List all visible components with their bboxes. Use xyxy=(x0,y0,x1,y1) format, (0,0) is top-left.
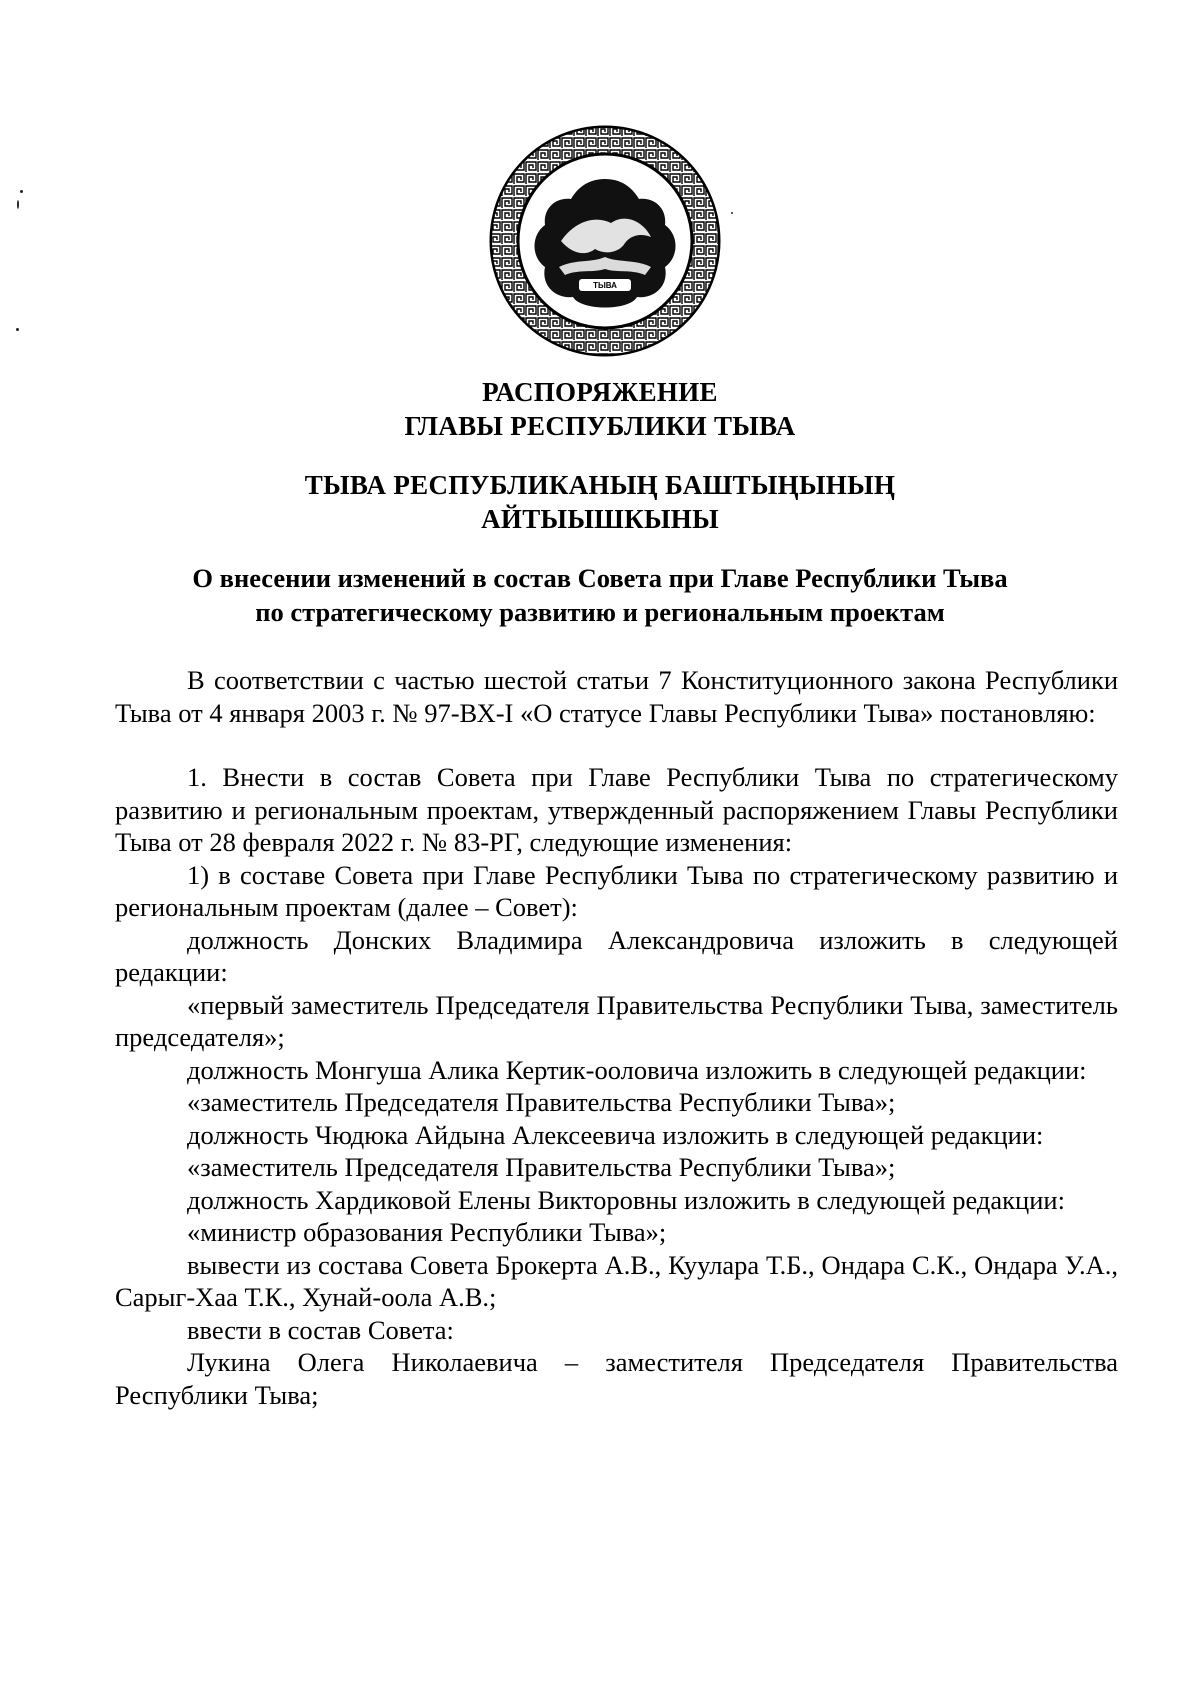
paragraph: «первый заместитель Председателя Правительства Республики Тыва, заместитель председателя»; xyxy=(115,989,1118,1052)
paragraph: ввести в состав Совета: xyxy=(187,1314,454,1345)
document-body xyxy=(115,664,1118,1411)
tuva-emblem-icon xyxy=(489,125,721,357)
paragraph: должность Чюдюка Айдына Алексеевича изложить в следующей редакции: xyxy=(187,1119,1044,1150)
scan-speck xyxy=(20,190,23,193)
paragraph: вывести из состава Совета Брокерта А.В., Куулара Т.Б., Ондара С.К., Ондара У.А., Сарыг-Хаа Т.К., Хунай-оола А.В.; xyxy=(115,1249,1118,1312)
paragraph: должность Монгуша Алика Кертик-ооловича изложить в следующей редакции: xyxy=(187,1054,1087,1085)
paragraph-subitem-1: 1) в составе Совета при Главе Республики Тыва по стратегическому развитию и региональным проектам (далее – Совет): xyxy=(115,859,1118,922)
scan-speck xyxy=(17,200,19,209)
subject-line: по стратегическому развитию и региональным проектам xyxy=(255,597,945,627)
scan-speck xyxy=(16,328,19,331)
paragraph: «министр образования Республики Тыва»; xyxy=(187,1217,667,1247)
title-line: АЙТЫЫШКЫНЫ xyxy=(481,504,719,534)
paragraph: Лукина Олега Николаевича – заместителя Председателя Правительства Республики Тыва; xyxy=(115,1347,1118,1410)
subject-line: О внесении изменений в состав Совета при Главе Республики Тыва xyxy=(192,563,1008,593)
scan-speck xyxy=(731,212,733,214)
paragraph-item-1: 1. Внести в состав Совета при Главе Республики Тыва по стратегическому развитию и региональным проектам, утвержденный распоряжением Главы Республики Тыва от 28 февраля 2022 г. № 83-РГ, следующие изменения: xyxy=(115,762,1118,857)
emblem-label: ТЫВА xyxy=(593,281,617,290)
document-title xyxy=(0,375,1200,443)
document-title-tuvan xyxy=(0,468,1200,536)
document-subject xyxy=(0,561,1200,629)
title-line: РАСПОРЯЖЕНИЕ xyxy=(482,377,718,407)
paragraph: должность Хардиковой Елены Викторовны изложить в следующей редакции: xyxy=(187,1184,1065,1215)
title-line: ГЛАВЫ РЕСПУБЛИКИ ТЫВА xyxy=(404,411,796,441)
title-line: ТЫВА РЕСПУБЛИКАНЫҢ БАШТЫҢЫНЫҢ xyxy=(304,470,896,500)
paragraph: «заместитель Председателя Правительства Республики Тыва»; xyxy=(187,1087,896,1117)
paragraph: должность Донских Владимира Александровича изложить в следующей редакции: xyxy=(115,924,1118,987)
paragraph: «заместитель Председателя Правительства Республики Тыва»; xyxy=(187,1152,896,1182)
paragraph-preamble: В соответствии с частью шестой статьи 7 Конституционного закона Республики Тыва от 4 января 2003 г. № 97-ВХ-I «О статусе Главы Республики Тыва» постановляю: xyxy=(115,665,1118,728)
